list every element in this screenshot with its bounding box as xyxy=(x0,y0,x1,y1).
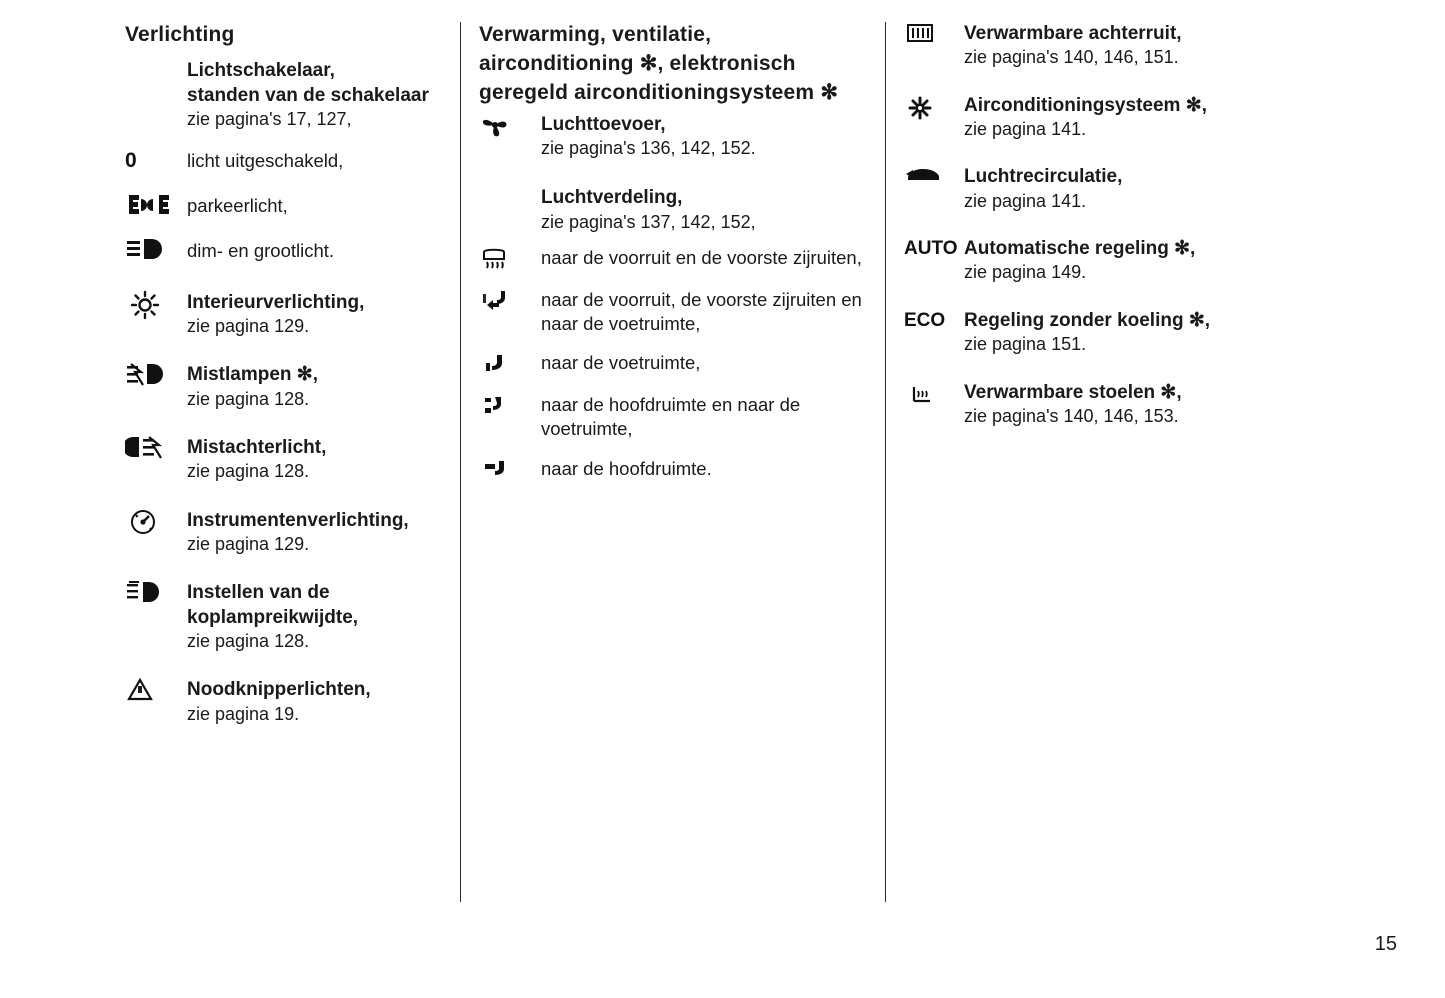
list-item-pages: zie pagina 129. xyxy=(187,315,310,336)
list-item xyxy=(904,237,1345,285)
list-item xyxy=(479,113,865,161)
interior-light-icon xyxy=(125,290,187,316)
list-item-label: parkeerlicht, xyxy=(187,194,288,216)
list-item-pages: zie pagina 151. xyxy=(964,334,1087,355)
list-item-pages: zie pagina's 136, 142, 152. xyxy=(541,137,756,158)
list-item xyxy=(479,393,865,440)
list-item-label: naar de voetruimte, xyxy=(541,352,701,374)
column-lighting xyxy=(40,22,460,902)
list-item-pages: zie pagina 149. xyxy=(964,262,1087,283)
list-item xyxy=(479,351,865,377)
windshield-defrost-icon xyxy=(479,246,541,272)
fog-lamp-icon xyxy=(125,362,187,388)
headlight-range-icon xyxy=(125,580,187,606)
list-item xyxy=(125,290,440,339)
list-item xyxy=(125,238,440,264)
list-item xyxy=(904,22,1345,70)
page-columns xyxy=(40,22,1405,902)
list-item-label: Luchttoevoer, xyxy=(541,113,666,135)
footwell-icon xyxy=(479,351,541,377)
column2-title-line2: airconditioning ✻, elektronisch xyxy=(479,51,796,75)
list-item-pages: zie pagina 128. xyxy=(187,461,310,482)
list-item xyxy=(904,309,1345,357)
column-climate xyxy=(460,22,885,902)
column1-title: Verlichting xyxy=(125,23,235,46)
list-item-label: dim- en grootlicht. xyxy=(187,239,335,261)
list-item xyxy=(479,457,865,483)
list-item xyxy=(904,165,1345,213)
low-high-beam-icon xyxy=(125,238,187,264)
list-item-label: Regeling zonder koeling ✻, xyxy=(964,309,1211,331)
list-item-label: naar de hoofdruimte en naar de voetruimte, xyxy=(541,394,801,440)
column-climate-controls xyxy=(885,22,1355,902)
head-and-footwell-icon xyxy=(479,393,541,419)
air-distribution-heading xyxy=(541,186,865,234)
windshield-and-footwell-icon xyxy=(479,288,541,314)
list-item-pages: zie pagina 128. xyxy=(187,631,310,652)
light-switch-pages: zie pagina's 17, 127, xyxy=(187,109,352,130)
instrument-light-icon xyxy=(125,508,187,534)
light-switch-heading-line2: standen van de schakelaar xyxy=(187,84,429,106)
list-item xyxy=(904,381,1345,429)
air-distribution-label: Luchtverdeling, xyxy=(541,187,683,209)
list-item xyxy=(125,362,440,411)
list-item-label: Verwarmbare stoelen ✻, xyxy=(964,381,1182,403)
ac-snowflake-icon xyxy=(904,94,964,120)
list-item xyxy=(479,246,865,272)
rear-window-defrost-icon xyxy=(904,22,964,48)
list-item xyxy=(479,288,865,335)
parking-light-icon xyxy=(125,193,187,219)
list-item-pages: zie pagina 141. xyxy=(964,119,1087,140)
zero-glyph-icon: 0 xyxy=(125,148,137,172)
list-item-pages: zie pagina 128. xyxy=(187,388,310,409)
list-item-label: Mistlampen ✻, xyxy=(187,364,318,386)
page-number: 15 xyxy=(1374,933,1397,955)
column2-title-line3: geregeld airconditioningsysteem ✻ xyxy=(479,80,839,104)
list-item xyxy=(125,193,440,219)
fan-icon xyxy=(479,113,541,139)
light-switch-heading-line1: Lichtschakelaar, xyxy=(187,59,335,81)
hazard-warning-icon xyxy=(125,677,187,703)
list-item xyxy=(125,508,440,557)
list-item-label: Verwarmbare achterruit, xyxy=(964,23,1182,44)
list-item-label: naar de hoofdruimte. xyxy=(541,457,712,479)
list-item-pages: zie pagina 141. xyxy=(964,190,1087,211)
list-item-label: naar de voorruit en de voorste zijruiten, xyxy=(541,247,862,269)
column2-title-line1: Verwarming, ventilatie, xyxy=(479,23,712,46)
list-item xyxy=(125,435,440,484)
list-item-label: Instellen van de koplampreikwijdte, xyxy=(187,582,359,628)
list-item-pages: zie pagina's 140, 146, 151. xyxy=(964,47,1179,68)
list-item-label: Airconditioningsysteem ✻, xyxy=(964,94,1207,116)
list-item-pages: zie pagina's 140, 146, 153. xyxy=(964,405,1179,426)
list-item-label: naar de voorruit, de voorste zijruiten en naar de voetruimte, xyxy=(541,289,862,334)
list-item-label: Instrumentenverlichting, xyxy=(187,509,409,531)
list-item xyxy=(904,94,1345,142)
heated-seats-icon xyxy=(904,381,964,407)
list-item-label: Automatische regeling ✻, xyxy=(964,238,1196,260)
list-item xyxy=(125,148,440,174)
list-item-label: Noodknipperlichten, xyxy=(187,679,371,701)
list-item-label: Mistachterlicht, xyxy=(187,437,327,459)
list-item-label: Luchtrecirculatie, xyxy=(964,166,1123,188)
list-item-label: licht uitgeschakeld, xyxy=(187,149,344,171)
rear-fog-lamp-icon xyxy=(125,435,187,461)
air-distribution-pages: zie pagina's 137, 142, 152, xyxy=(541,211,756,232)
light-switch-heading xyxy=(187,59,440,132)
air-recirculation-icon xyxy=(904,165,964,191)
list-item-label: Interieurverlichting, xyxy=(187,291,365,313)
auto-text-icon-label: AUTO xyxy=(904,238,958,260)
headroom-icon xyxy=(479,457,541,483)
list-item xyxy=(125,580,440,653)
list-item-pages: zie pagina 129. xyxy=(187,534,310,555)
eco-text-icon-label: ECO xyxy=(904,309,946,331)
list-item-pages: zie pagina 19. xyxy=(187,703,300,724)
list-item xyxy=(125,677,440,726)
